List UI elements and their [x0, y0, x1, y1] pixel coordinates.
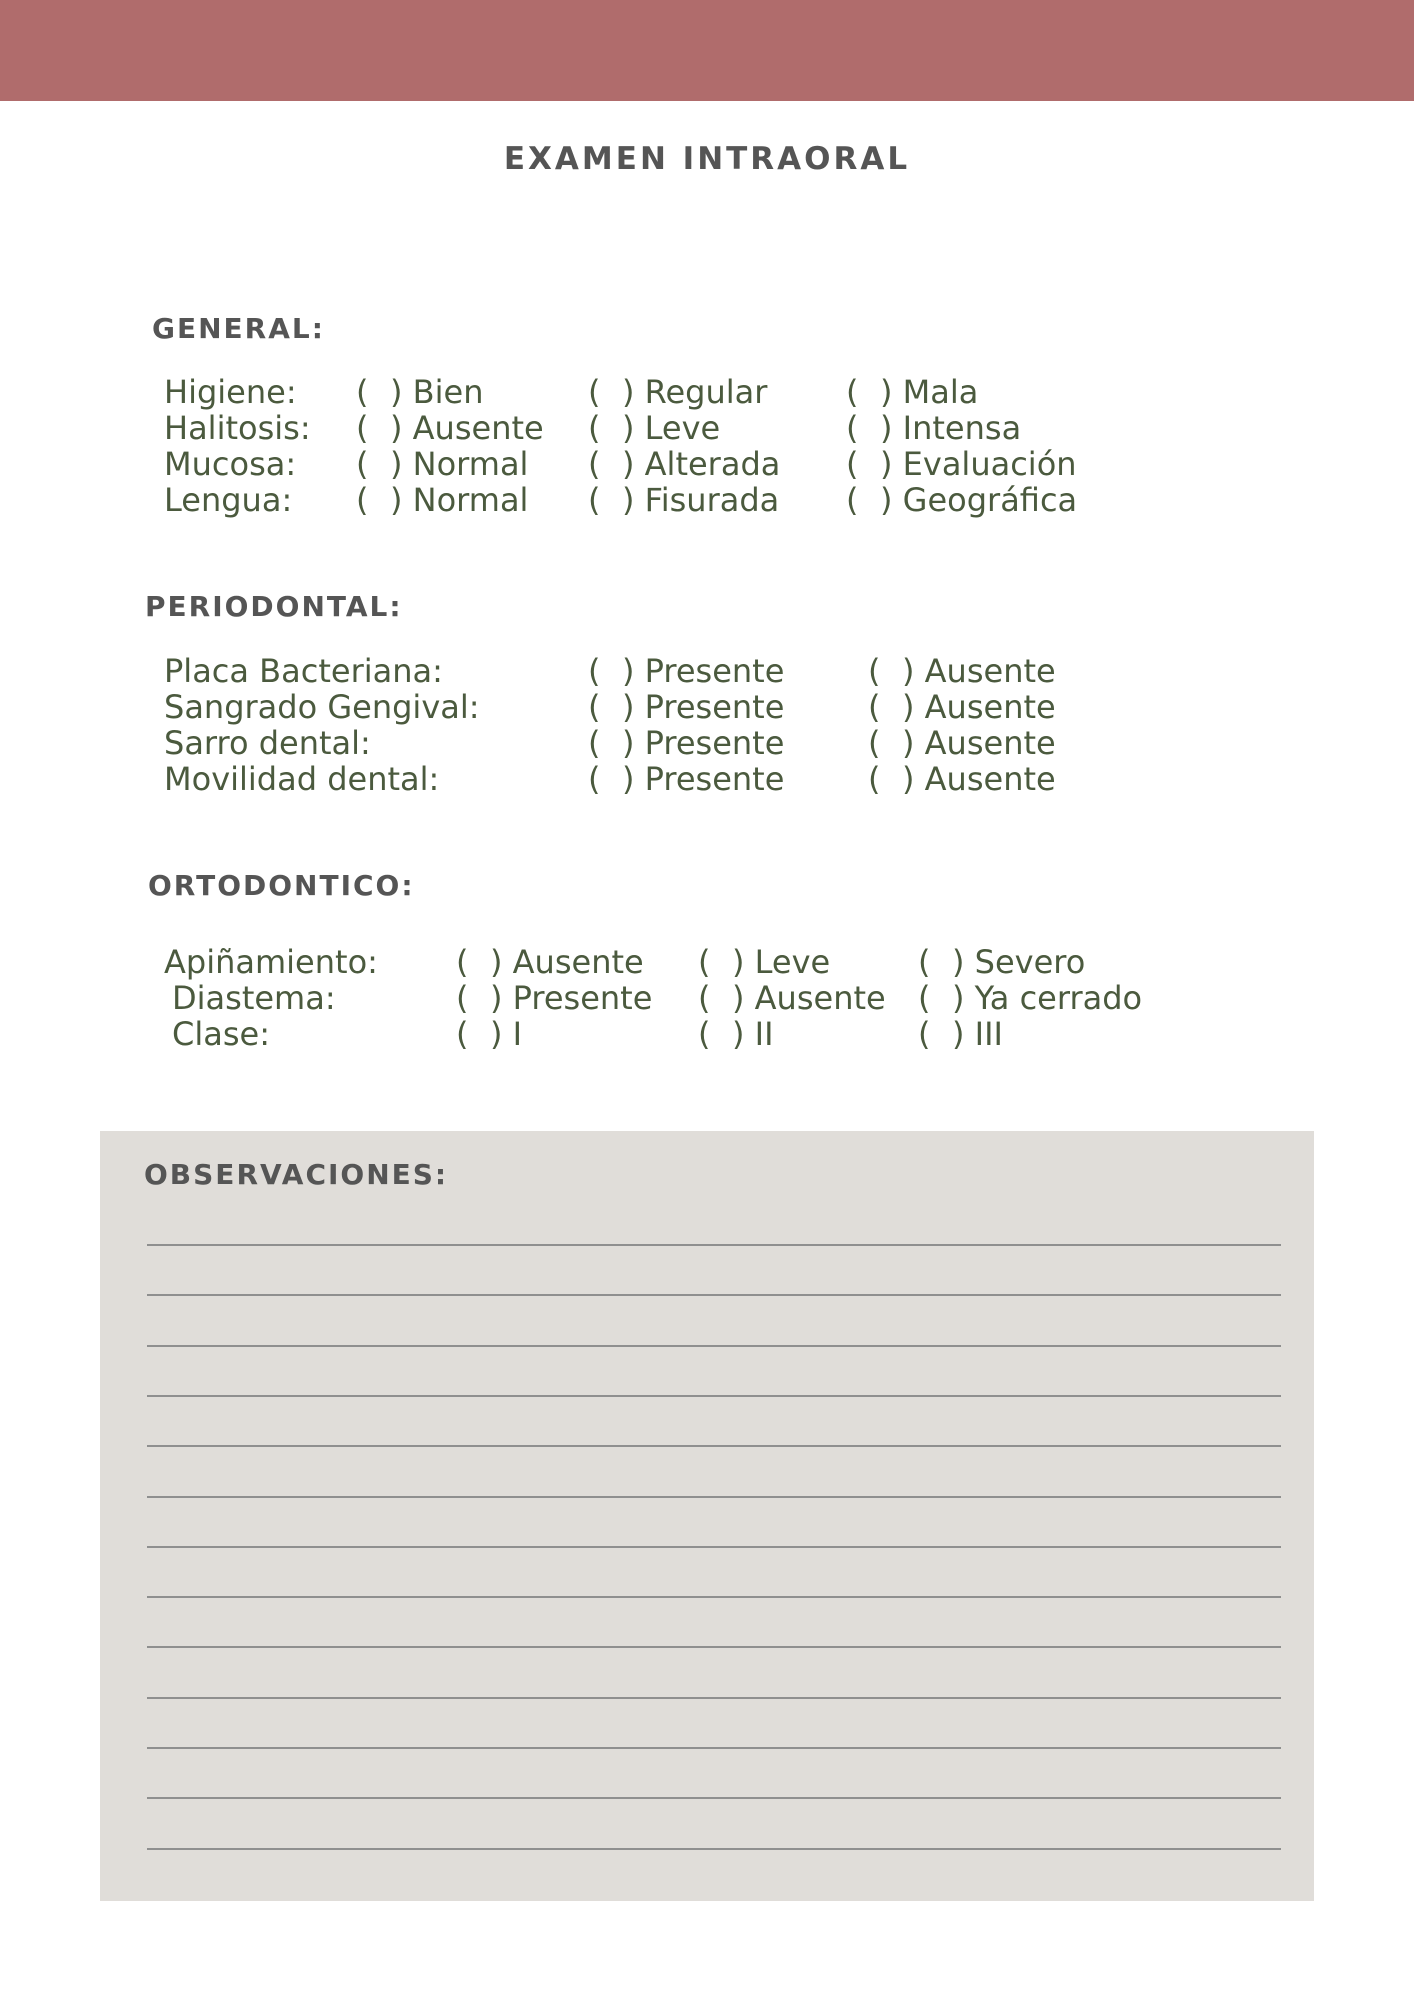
checkbox-paren-open[interactable]: ( [918, 943, 931, 981]
checkbox-paren-open[interactable]: ( [456, 979, 469, 1017]
general-option-checkbox[interactable] [356, 373, 484, 411]
periodontal-option-checkbox[interactable] [588, 652, 785, 690]
checkbox-paren-close[interactable]: ) [490, 1015, 513, 1053]
general-option-checkbox[interactable] [846, 481, 1078, 519]
checkbox-paren-open[interactable]: ( [846, 409, 859, 447]
observaciones-write-line[interactable] [147, 1294, 1281, 1296]
ortodontico-option-label: Ausente [754, 979, 886, 1017]
periodontal-option-label: Ausente [924, 724, 1056, 762]
periodontal-option-checkbox[interactable] [868, 688, 1056, 726]
general-option-checkbox[interactable] [588, 409, 721, 447]
general-option-label: Leve [644, 409, 721, 447]
observaciones-write-line[interactable] [147, 1244, 1281, 1246]
checkbox-paren-open[interactable]: ( [918, 979, 931, 1017]
checkbox-paren-close[interactable]: ) [952, 943, 975, 981]
periodontal-option-checkbox[interactable] [868, 724, 1056, 762]
checkbox-paren-open[interactable]: ( [846, 481, 859, 519]
observaciones-write-line[interactable] [147, 1445, 1281, 1447]
checkbox-paren-close[interactable]: ) [490, 943, 513, 981]
checkbox-paren-close[interactable]: ) [622, 481, 645, 519]
checkbox-paren-open[interactable]: ( [698, 943, 711, 981]
general-option-label: Regular [644, 373, 768, 411]
checkbox-paren-close[interactable]: ) [902, 688, 925, 726]
general-heading: GENERAL: [152, 312, 325, 345]
periodontal-row-label: Sangrado Gengival: [164, 688, 480, 726]
checkbox-paren-close[interactable]: ) [390, 445, 413, 483]
checkbox-paren-open[interactable]: ( [588, 445, 601, 483]
ortodontico-option-checkbox[interactable] [918, 1015, 1003, 1053]
checkbox-paren-open[interactable]: ( [868, 760, 881, 798]
checkbox-paren-open[interactable]: ( [698, 979, 711, 1017]
general-option-label: Alterada [644, 445, 781, 483]
general-option-checkbox[interactable] [846, 409, 1022, 447]
checkbox-paren-open[interactable]: ( [588, 409, 601, 447]
general-option-label: Fisurada [644, 481, 780, 519]
checkbox-paren-close[interactable]: ) [622, 409, 645, 447]
general-option-checkbox[interactable] [588, 373, 768, 411]
ortodontico-heading: ORTODONTICO: [148, 869, 415, 902]
observaciones-write-line[interactable] [147, 1395, 1281, 1397]
general-option-checkbox[interactable] [846, 445, 1077, 483]
general-option-label: Normal [412, 445, 529, 483]
general-option-checkbox[interactable] [356, 409, 544, 447]
checkbox-paren-close[interactable]: ) [880, 373, 903, 411]
checkbox-paren-close[interactable]: ) [622, 652, 645, 690]
checkbox-paren-open[interactable]: ( [698, 1015, 711, 1053]
checkbox-paren-close[interactable]: ) [880, 481, 903, 519]
ortodontico-option-checkbox[interactable] [698, 979, 886, 1017]
periodontal-option-label: Ausente [924, 652, 1056, 690]
periodontal-option-label: Presente [644, 688, 785, 726]
checkbox-paren-close[interactable]: ) [622, 688, 645, 726]
periodontal-option-label: Presente [644, 652, 785, 690]
checkbox-paren-open[interactable]: ( [588, 652, 601, 690]
periodontal-option-label: Presente [644, 724, 785, 762]
general-option-checkbox[interactable] [356, 445, 529, 483]
general-row-label: Higiene: [164, 373, 297, 411]
checkbox-paren-close[interactable]: ) [732, 943, 755, 981]
periodontal-row-label: Movilidad dental: [164, 760, 440, 798]
periodontal-option-label: Ausente [924, 760, 1056, 798]
general-option-label: Bien [412, 373, 484, 411]
checkbox-paren-open[interactable]: ( [456, 1015, 469, 1053]
observaciones-write-line[interactable] [147, 1697, 1281, 1699]
observaciones-panel [100, 1131, 1314, 1901]
periodontal-heading: PERIODONTAL: [145, 590, 403, 623]
observaciones-write-line[interactable] [147, 1546, 1281, 1548]
checkbox-paren-close[interactable]: ) [732, 1015, 755, 1053]
ortodontico-option-label: Severo [974, 943, 1086, 981]
checkbox-paren-close[interactable]: ) [902, 760, 925, 798]
checkbox-paren-open[interactable]: ( [846, 445, 859, 483]
general-option-label: Ausente [412, 409, 544, 447]
checkbox-paren-close[interactable]: ) [622, 760, 645, 798]
checkbox-paren-open[interactable]: ( [588, 760, 601, 798]
checkbox-paren-close[interactable]: ) [622, 724, 645, 762]
checkbox-paren-open[interactable]: ( [588, 373, 601, 411]
ortodontico-row-label: Clase: [172, 1015, 270, 1053]
checkbox-paren-open[interactable]: ( [356, 373, 369, 411]
observaciones-write-line[interactable] [147, 1747, 1281, 1749]
checkbox-paren-close[interactable]: ) [622, 373, 645, 411]
observaciones-write-line[interactable] [147, 1848, 1281, 1850]
ortodontico-option-checkbox[interactable] [456, 943, 644, 981]
checkbox-paren-close[interactable]: ) [880, 445, 903, 483]
observaciones-write-line[interactable] [147, 1496, 1281, 1498]
periodontal-option-label: Presente [644, 760, 785, 798]
ortodontico-option-label: Ya cerrado [974, 979, 1143, 1017]
ortodontico-option-label: Presente [512, 979, 653, 1017]
ortodontico-option-checkbox[interactable] [918, 979, 1143, 1017]
ortodontico-option-label: III [974, 1015, 1003, 1053]
periodontal-option-checkbox[interactable] [868, 652, 1056, 690]
periodontal-option-checkbox[interactable] [588, 760, 785, 798]
general-option-checkbox[interactable] [588, 445, 781, 483]
checkbox-paren-open[interactable]: ( [456, 943, 469, 981]
general-option-label: Mala [902, 373, 979, 411]
checkbox-paren-open[interactable]: ( [918, 1015, 931, 1053]
ortodontico-option-label: Leve [754, 943, 831, 981]
observaciones-write-line[interactable] [147, 1646, 1281, 1648]
checkbox-paren-close[interactable]: ) [490, 979, 513, 1017]
checkbox-paren-open[interactable]: ( [588, 724, 601, 762]
checkbox-paren-open[interactable]: ( [588, 481, 601, 519]
general-row-label: Mucosa: [164, 445, 297, 483]
ortodontico-row-label: Diastema: [172, 979, 336, 1017]
general-row-label: Lengua: [164, 481, 293, 519]
general-row-label: Halitosis: [164, 409, 311, 447]
page-title: EXAMEN INTRAORAL [503, 141, 911, 177]
general-option-label: Intensa [902, 409, 1022, 447]
ortodontico-option-checkbox[interactable] [456, 1015, 523, 1053]
observaciones-write-line[interactable] [147, 1797, 1281, 1799]
ortodontico-option-checkbox[interactable] [698, 943, 831, 981]
periodontal-row-label: Placa Bacteriana: [164, 652, 443, 690]
checkbox-paren-close[interactable]: ) [902, 652, 925, 690]
observaciones-write-line[interactable] [147, 1596, 1281, 1598]
periodontal-option-checkbox[interactable] [588, 688, 785, 726]
general-option-checkbox[interactable] [356, 481, 529, 519]
checkbox-paren-open[interactable]: ( [356, 445, 369, 483]
ortodontico-option-label: I [512, 1015, 523, 1053]
top-color-band [0, 0, 1414, 101]
checkbox-paren-close[interactable]: ) [952, 979, 975, 1017]
ortodontico-option-checkbox[interactable] [698, 1015, 774, 1053]
checkbox-paren-close[interactable]: ) [902, 724, 925, 762]
periodontal-option-checkbox[interactable] [588, 724, 785, 762]
general-option-label: Geográfica [902, 481, 1078, 519]
checkbox-paren-open[interactable]: ( [588, 688, 601, 726]
checkbox-paren-open[interactable]: ( [868, 688, 881, 726]
checkbox-paren-close[interactable]: ) [390, 481, 413, 519]
checkbox-paren-close[interactable]: ) [952, 1015, 975, 1053]
observaciones-heading: OBSERVACIONES: [144, 1158, 449, 1191]
checkbox-paren-open[interactable]: ( [868, 652, 881, 690]
ortodontico-option-checkbox[interactable] [456, 979, 653, 1017]
ortodontico-option-checkbox[interactable] [918, 943, 1086, 981]
checkbox-paren-close[interactable]: ) [732, 979, 755, 1017]
checkbox-paren-open[interactable]: ( [356, 481, 369, 519]
checkbox-paren-open[interactable]: ( [868, 724, 881, 762]
checkbox-paren-open[interactable]: ( [846, 373, 859, 411]
general-option-checkbox[interactable] [588, 481, 780, 519]
ortodontico-row-label: Apiñamiento: [164, 943, 378, 981]
observaciones-write-line[interactable] [147, 1345, 1281, 1347]
ortodontico-option-label: Ausente [512, 943, 644, 981]
periodontal-row-label: Sarro dental: [164, 724, 371, 762]
checkbox-paren-open[interactable]: ( [356, 409, 369, 447]
general-option-label: Evaluación [902, 445, 1077, 483]
checkbox-paren-close[interactable]: ) [622, 445, 645, 483]
checkbox-paren-close[interactable]: ) [390, 409, 413, 447]
checkbox-paren-close[interactable]: ) [390, 373, 413, 411]
ortodontico-option-label: II [754, 1015, 774, 1053]
checkbox-paren-close[interactable]: ) [880, 409, 903, 447]
periodontal-option-checkbox[interactable] [868, 760, 1056, 798]
general-option-checkbox[interactable] [846, 373, 979, 411]
periodontal-option-label: Ausente [924, 688, 1056, 726]
general-option-label: Normal [412, 481, 529, 519]
